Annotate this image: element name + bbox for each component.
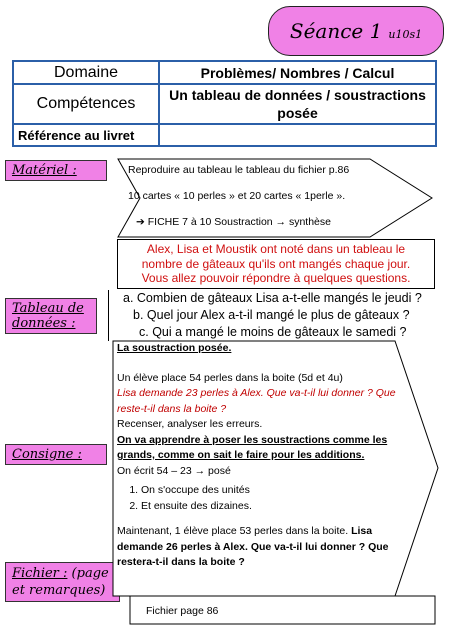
label-materiel — [5, 160, 107, 181]
consigne-steps — [117, 483, 417, 514]
label-consigne — [5, 444, 107, 465]
domaine-label: Domaine — [13, 61, 159, 84]
table-row — [13, 124, 436, 146]
situation-line-2: nombre de gâteaux qu'ils ont mangés chaque jour. — [141, 256, 411, 271]
materiel-text — [128, 163, 413, 241]
arrow-icon: ➔ — [136, 216, 145, 228]
table-row — [13, 84, 436, 124]
label-consigne-text: Consigne : — [12, 447, 82, 462]
consigne-p1: Un élève place 54 perles dans la boite (5d et 4u) — [117, 371, 343, 384]
reference-label: Référence au livret — [13, 124, 159, 146]
competences-value: Un tableau de données / soustractions posée — [159, 84, 436, 124]
list-item: 1. On s'occupe des unités — [141, 483, 417, 499]
label-tableau — [5, 298, 97, 334]
table-row — [13, 61, 436, 84]
label-fichier-sub: (page et remarques) — [12, 566, 109, 598]
materiel-line-3-text: FICHE 7 à 10 Soustraction → synthèse — [147, 216, 331, 228]
situation-box — [117, 239, 435, 289]
consigne-p2: Lisa demande 23 perles à Alex. Que va-t-il lui donner ? Que reste-t-il dans la boite ? — [117, 387, 396, 415]
seance-code: u10s1 — [388, 27, 423, 41]
label-materiel-text: Matériel : — [12, 163, 77, 178]
consigne-p6b: Lisa demande 26 perles à Alex. Que va-t-il lui donner ? Que restera-t-il dans la boite ? — [117, 525, 389, 568]
question-b: b. Quel jour Alex a-t-il mangé le plus de gâteaux ? — [133, 308, 410, 322]
header-table — [12, 60, 437, 147]
label-fichier — [5, 562, 120, 602]
materiel-line-3 — [136, 215, 413, 229]
question-c: c. Qui a mangé le moins de gâteaux le samedi ? — [139, 325, 407, 339]
label-fichier-text: Fichier : — [12, 566, 68, 581]
consigne-text — [117, 341, 417, 571]
label-tableau-text: Tableau de données : — [12, 301, 84, 331]
question-a: a. Combien de gâteaux Lisa a-t-elle mangés le jeudi ? — [123, 291, 422, 305]
list-item: 2. Et ensuite des dizaines. — [141, 499, 417, 515]
consigne-p6 — [117, 524, 417, 571]
seance-badge — [268, 6, 444, 56]
consigne-title: La soustraction posée. — [117, 342, 232, 354]
seance-title: Séance 1 — [289, 19, 383, 43]
consigne-p5: On écrit 54 – 23 → posé — [117, 464, 231, 477]
reference-value — [159, 124, 436, 146]
materiel-line-2: 10 cartes « 10 perles » et 20 cartes « 1perle ». — [128, 190, 346, 202]
questions-list — [108, 290, 438, 341]
situation-line-1: Alex, Lisa et Moustik ont noté dans un tableau le — [146, 242, 406, 256]
consigne-p3: Recenser, analyser les erreurs. — [117, 418, 263, 430]
fichier-text: Fichier page 86 — [146, 605, 219, 617]
domaine-value: Problèmes/ Nombres / Calcul — [159, 61, 436, 84]
consigne-p4: On va apprendre à poser les soustractions comme les grands, comme on sait le faire pour les additions. — [117, 433, 388, 461]
consigne-p6a: Maintenant, 1 élève place 53 perles dans la boite. — [117, 525, 352, 537]
competences-label: Compétences — [13, 84, 159, 124]
materiel-line-1: Reproduire au tableau le tableau du fichier p.86 — [128, 164, 350, 176]
situation-line-3: Vous allez pouvoir répondre à quelques questions. — [141, 271, 411, 285]
